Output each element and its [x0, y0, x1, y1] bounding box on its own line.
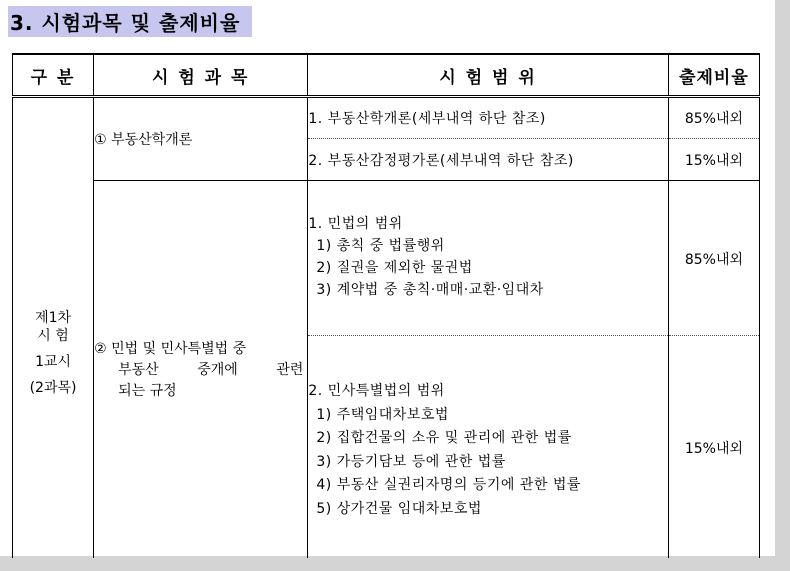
range-item: 5) 상가건물 임대차보호법	[316, 500, 482, 517]
table-row	[13, 181, 760, 336]
range-title: 2. 민사특별법의 범위	[308, 383, 445, 399]
range-item: 2) 질권을 제외한 물권법	[316, 260, 473, 276]
range-text: 2. 부동산감정평가론(세부내역 하단 참조)	[308, 152, 574, 169]
subject-line: ② 민법 및 민사특별법 중	[94, 341, 247, 357]
exam-subjects-table	[12, 53, 760, 558]
ratio-cell: 15%내외	[668, 336, 759, 559]
range-cell	[308, 97, 668, 139]
header-ratio: 출제비율	[668, 54, 759, 97]
range-item: 3) 계약법 중 총칙·매매·교환·임대차	[316, 282, 544, 298]
category-line: 제1차	[35, 310, 72, 326]
range-item: 2) 집합건물의 소유 및 관리에 관한 법률	[316, 430, 572, 446]
header-range: 시 험 범 위	[308, 54, 668, 97]
ratio-cell: 85%내외	[668, 97, 759, 139]
category-line: (2과목)	[29, 380, 77, 396]
range-item: 4) 부동산 실권리자명의 등기에 관한 법률	[316, 477, 581, 493]
range-text: 1. 부동산학개론(세부내역 하단 참조)	[308, 111, 546, 127]
table-header-row	[13, 54, 760, 97]
category-line: 시 험	[37, 328, 69, 344]
subject-cell-2	[94, 181, 308, 559]
category-cell	[13, 97, 94, 559]
subject-line: 되는 규정	[118, 383, 177, 399]
table-row	[13, 97, 760, 139]
header-subject: 시 험 과 목	[94, 54, 308, 97]
range-cell	[308, 336, 668, 559]
range-item: 3) 가등기담보 등에 관한 법률	[316, 453, 506, 470]
range-title: 1. 민법의 범위	[308, 216, 403, 232]
range-item: 1) 총칙 중 법률행위	[316, 238, 445, 254]
category-line: 1교시	[35, 354, 72, 370]
range-cell	[308, 139, 668, 181]
ratio-cell: 15%내외	[668, 139, 759, 181]
subject-line: 부동산 중개에 관련	[118, 362, 304, 378]
header-category: 구 분	[13, 54, 94, 97]
range-item: 1) 주택임대차보호법	[316, 406, 449, 423]
subject-cell-1: ① 부동산학개론	[94, 97, 308, 181]
section-heading: 3. 시험과목 및 출제비율	[8, 6, 252, 37]
range-cell	[308, 181, 668, 336]
ratio-cell: 85%내외	[668, 181, 759, 336]
